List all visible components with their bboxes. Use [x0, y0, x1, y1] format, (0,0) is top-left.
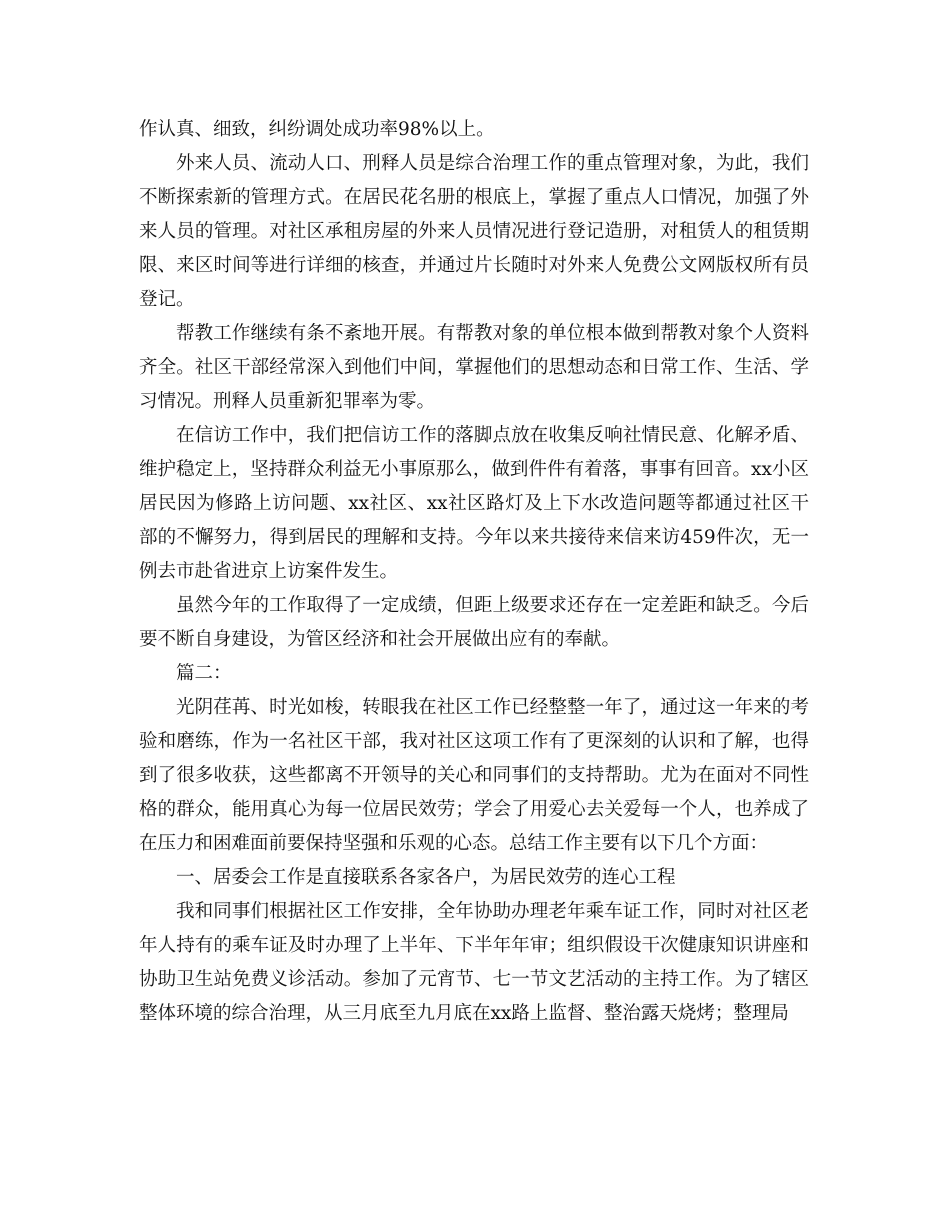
paragraph-migrant-management: 外来人员、流动人口、刑释人员是综合治理工作的重点管理对象，为此，我们不断探索新的管理方式。在居民花名册的根底上，掌握了重点人口情况，加强了外来人员的管理。对社区承租房屋的外来人员情况进行登记造册，对租赁人的租赁期限、来区时间等进行详细的核查，并通过片长随时对外来人免费公文网版权所有员登记。	[139, 153, 809, 310]
paragraph-assistance-education: 帮教工作继续有条不紊地开展。有帮教对象的单位根本做到帮教对象个人资料齐全。社区干部经常深入到他们中间，掌握他们的思想动态和日常工作、生活、学习情况。刑释人员重新犯罪率为零。	[139, 323, 809, 412]
section-heading-one: 一、居委会工作是直接联系各家各户，为居民效劳的连心工程	[176, 867, 676, 888]
paragraph-summary: 虽然今年的工作取得了一定成绩，但距上级要求还存在一定差距和缺乏。今后要不断自身建设，为管区经济和社会开展做出应有的奉献。	[139, 595, 809, 650]
section-heading-part-two: 篇二：	[176, 663, 232, 684]
paragraph-petition-work: 在信访工作中，我们把信访工作的落脚点放在收集反响社情民意、化解矛盾、维护稳定上，坚持群众利益无小事原那么，做到件件有着落，事事有回音。xx小区居民因为修路上访问题、xx社区、xx社区路灯及上下水改造问题等都通过社区干部的不懈努力，得到居民的理解和支持。今年以来共接待来信来访459件次，无一例去市赴省进京上访案件发生。	[139, 425, 809, 582]
paragraph-continuation: 作认真、细致，纠纷调处成功率98%以上。	[139, 119, 495, 140]
paragraph-community-work: 我和同事们根据社区工作安排，全年协助办理老年乘车证工作，同时对社区老年人持有的乘车证及时办理了上半年、下半年年审；组织假设干次健康知识讲座和协助卫生站免费义诊活动。参加了元宵节、七一节文艺活动的主持工作。为了辖区整体环境的综合治理，从三月底至九月底在xx路上监督、整治露天烧烤；整理局	[139, 901, 809, 1024]
document-body	[139, 113, 809, 1031]
paragraph-introduction: 光阴荏苒、时光如梭，转眼我在社区工作已经整整一年了，通过这一年来的考验和磨练，作为一名社区干部，我对社区这项工作有了更深刻的认识和了解，也得到了很多收获，这些都离不开领导的关心和同事们的支持帮助。尤为在面对不同性格的群众，能用真心为每一位居民效劳；学会了用爱心去关爱每一个人，也养成了在压力和困难面前要保持坚强和乐观的心态。总结工作主要有以下几个方面：	[139, 697, 809, 854]
